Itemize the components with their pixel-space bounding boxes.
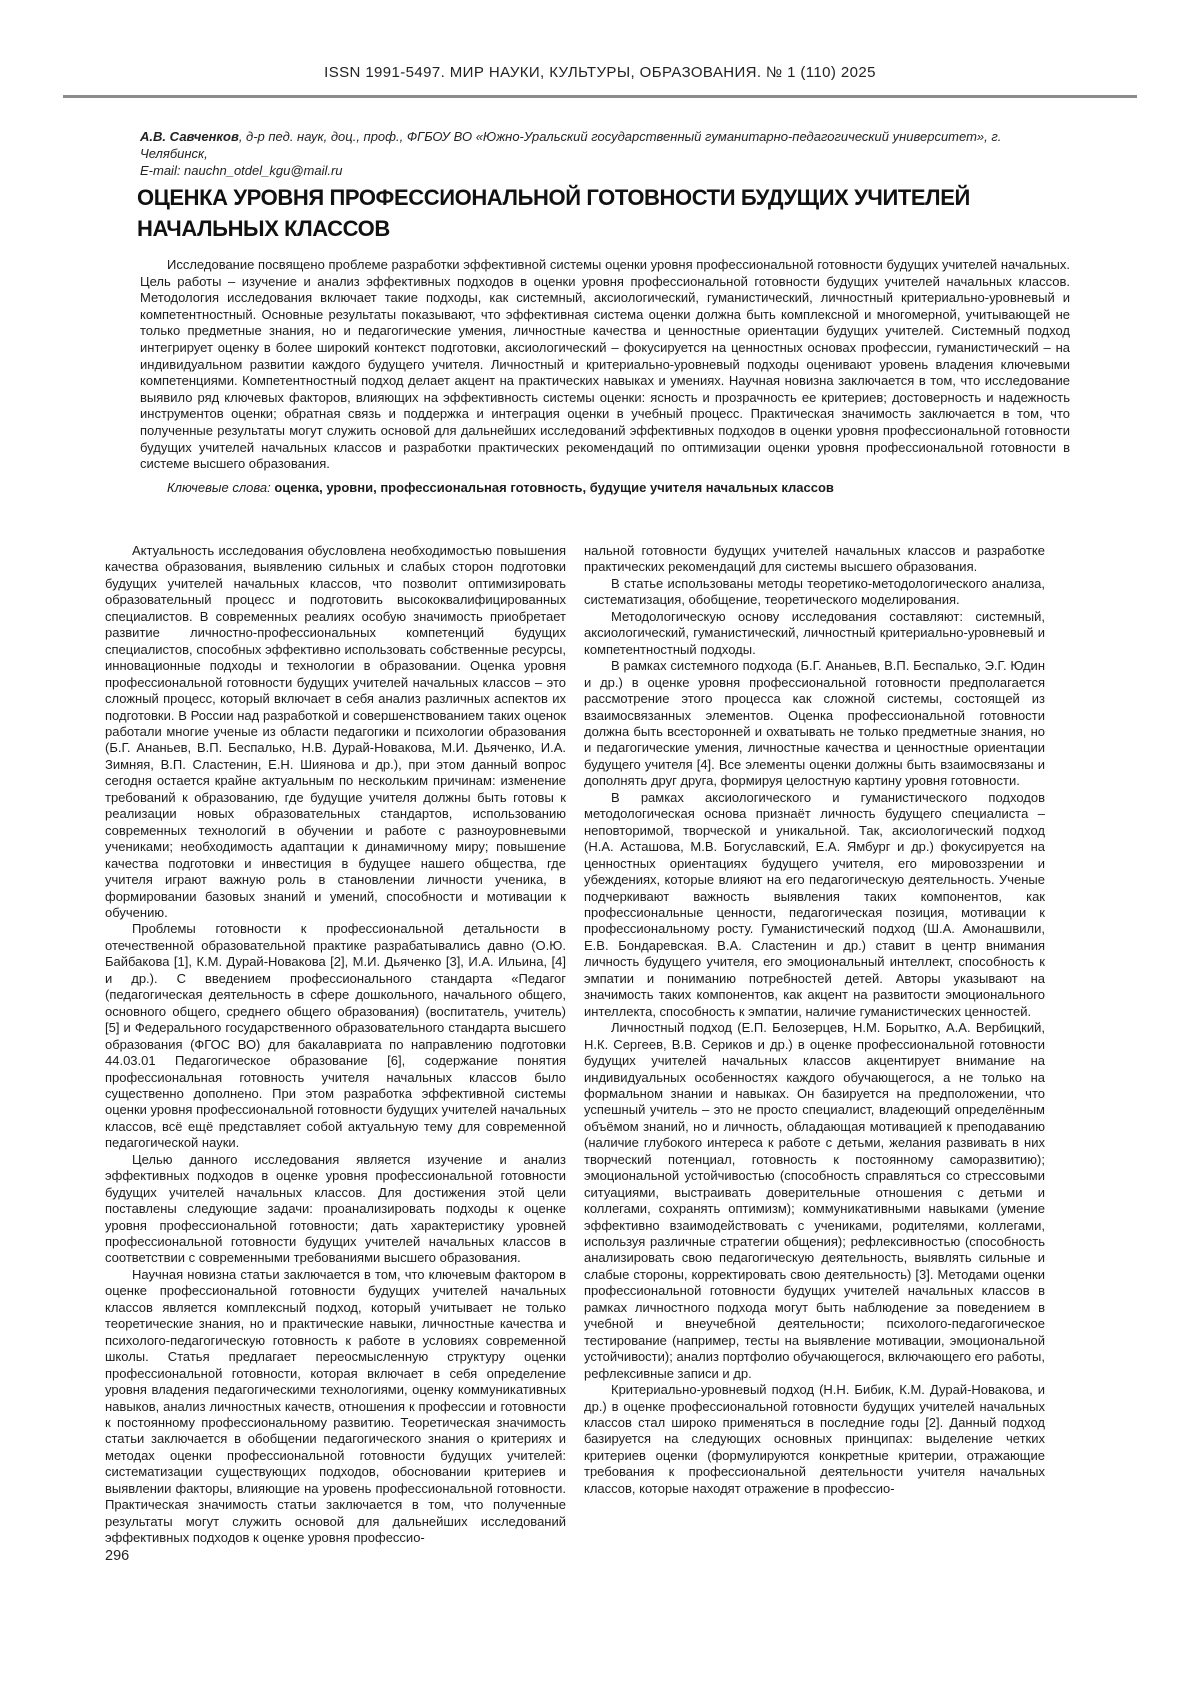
keywords-line: [140, 480, 1070, 497]
keywords-label: Ключевые слова:: [167, 480, 275, 495]
article-title: ОЦЕНКА УРОВНЯ ПРОФЕССИОНАЛЬНОЙ ГОТОВНОСТИ БУДУЩИХ УЧИТЕЛЕЙ НАЧАЛЬНЫХ КЛАССОВ: [137, 185, 970, 241]
paragraph-actuality: Актуальность исследования обусловлена необходимостью повышения качества образования, выявлению сильных и слабых сторон подготовки будущих учителей начальных классов, что позволит оптимизировать образовательный процесс и подготовить высококвалифицированных специалистов. В современных реалиях особую значимость приобретает развитие личностно-профессиональных компетенций будущих специалистов, способных эффективно использовать собственные ресурсы, инновационные подходы и технологии в образовании. Оценка уровня профессиональной готовности будущих учителей начальных классов – это сложный процесс, который включает в себя анализ различных аспектов их подготовки. В России над разработкой и совершенствованием таких оценок работали многие ученые из области педагогики и психологии образования (Б.Г. Ананьев, В.П. Беспалько, Н.В. Дурай-Новакова, М.И. Дьяченко, И.А. Зимняя, В.П. Сластенин, Е.Н. Шиянова и др.), при этом данный вопрос сегодня остается крайне актуальным по нескольким причинам: изменение требований к образованию, где будущие учителя должны быть готовы к реализации новых образовательных стандартов, использованию современных технологий в обучении и работе с разноуровневыми учениками; необходимость адаптации к динамичному миру; повышение качества подготовки и инвестиция в будущее нашего общества, где учителя играют важную роль в становлении личности ученика, в формировании базовых знаний и умений, способности и мотивации к обучению.: [105, 543, 566, 920]
author-affiliation: , д-р пед. наук, доц., проф., ФГБОУ ВО «Южно-Уральский государственный гуманитарно-педагогический университет», г. Челябинск,: [140, 129, 1002, 161]
header-divider: [63, 95, 1137, 98]
journal-issn-header: ISSN 1991-5497. МИР НАУКИ, КУЛЬТУРЫ, ОБРАЗОВАНИЯ. № 1 (110) 2025: [324, 64, 876, 81]
right-column: [584, 543, 1045, 1547]
paragraph-methodological-basis: Методологическую основу исследования составляют: системный, аксиологический, гуманистический, личностный критериально-уровневый и компетентностный подходы.: [584, 608, 1045, 657]
paragraph-novelty: Научная новизна статьи заключается в том, что ключевым фактором в оценке профессиональной готовности будущих учителей начальных классов является комплексный подход, который учитывает не только теоретические знания, но и практические навыки, личностные качества и психолого-педагогическую готовность к работе в условиях современной школы. Статья предлагает переосмысленную структуру оценки профессиональной готовности, которая включает в себя определение уровня владения педагогическими технологиями, оценку коммуникативных навыков, анализ личностных качеств, отношения к профессии и готовности к постоянному профессиональному развитию. Теоретическая значимость статьи заключается в обобщении педагогического знания о критериях и методах оценки профессиональной готовности будущих учителей: систематизации существующих подходов, обосновании критериев и выявлении факторы, влияющие на уровень профессиональной готовности. Практическая значимость статьи заключается в том, что полученные результаты могут служить основой для дальнейших исследований эффективных подходов к оценке уровня профессио-: [105, 1266, 566, 1546]
article-body: [105, 543, 1045, 1547]
author-name: А.В. Савченков: [140, 129, 239, 144]
left-column: [105, 543, 566, 1547]
author-block: [140, 128, 1070, 179]
paragraph-axiological-humanistic: В рамках аксиологического и гуманистического подходов методологическая основа признаёт личность будущего специалиста – неповторимой, творческой и уникальной. Так, аксиологический подход (Н.А. Асташова, М.В. Богуславский, Е.А. Ямбург и др.) фокусируется на ценностных ориентациях будущего учителя, его мировоззрении и убеждениях, которые влияют на его педагогическую деятельность. Ученые подчеркивают важность выявления таких компонентов, как профессиональные ценности, педагогическая позиция, мотивации к профессиональному росту. Гуманистический подход (Ш.А. Амонашвили, Е.В. Бондаревская. В.А. Сластенин и др.) ставит в центр внимания личность будущего учителя, его эмоциональный интеллект, способность к эмпатии и пониманию потребностей детей. Авторы указывают на значимость таких компонентов, как акцент на развитости эмоционального интеллекта, способность к эмпатии, наличие гуманистических ценностей.: [584, 789, 1045, 1019]
paragraph-methods: В статье использованы методы теоретико-методологического анализа, систематизация, обобщение, теоретического моделирования.: [584, 575, 1045, 608]
paragraph-goal: Целью данного исследования является изучение и анализ эффективных подходов в оценке уровня профессиональной готовности будущих учителей начальных классов. Для достижения этой цели поставлены следующие задачи: проанализировать подходы к оценке уровня профессиональной готовности; дать характеристику уровней профессиональной готовности будущих учителей начальных классов в соответствии с современными требованиями высшего образования.: [105, 1151, 566, 1266]
keywords-text: оценка, уровни, профессиональная готовность, будущие учителя начальных классов: [274, 480, 834, 495]
paragraph-novelty-continued: нальной готовности будущих учителей начальных классов и разработке практических рекомендаций для системы высшего образования.: [584, 543, 1045, 575]
paragraph-system-approach: В рамках системного подхода (Б.Г. Ананьев, В.П. Беспалько, Э.Г. Юдин и др.) в оценке уровня профессиональной готовности предполагается рассмотрение этого процесса как сложной системы, состоящей из взаимосвязанных элементов. Оценка профессиональной готовности должна быть всесторонней и охватывать не только предметные знания, но и педагогические умения, личностные качества и ценностные ориентации будущего учителя [4]. Все элементы оценки должны быть взаимосвязаны и дополнять друг друга, формируя целостную картину уровня готовности.: [584, 658, 1045, 789]
paragraph-criteria-level-approach: Критериально-уровневый подход (Н.Н. Бибик, К.М. Дурай-Новакова, и др.) в оценке профессиональной готовности будущих учителей начальных классов стал широко применяться в последние годы [2]. Данный подход базируется на следующих основных принципах: выделение четких критериев оценки (формулируются конкретные критерии, отражающие требования к профессиональной деятельности учителя начальных классов, которые находят отражение в профессио-: [584, 1382, 1045, 1496]
page-number: 296: [105, 1548, 130, 1564]
abstract-text: Исследование посвящено проблеме разработки эффективной системы оценки уровня профессиональной готовности будущих учителей начальных. Цель работы – изучение и анализ эффективных подходов в оценки уровня профессиональной готовности будущих учителей начальных классов. Методология исследования включает такие подходы, как системный, аксиологический, гуманистический, личностный критериально-уровневый и компетентностный. Основные результаты показывают, что эффективная система оценки должна быть комплексной и многомерной, учитывающей не только предметные знания, но и педагогические умения, личностные качества и ценностные ориентации будущих учителей. Системный подход интегрирует оценку в более широкий контекст подготовки, аксиологический – фокусируется на ценностных основах профессии, гуманистический – на индивидуальном развитии каждого будущего учителя. Личностный и критериально-уровневый подходы оценивают уровень владения ключевыми компетенциями. Компетентностный подход делает акцент на практических навыках и умениях. Научная новизна заключается в том, что исследование выявило ряд ключевых факторов, влияющих на эффективность системы оценки: ясность и прозрачность ее критериев; достоверность и надежность инструментов оценки; обратная связь и поддержка и интеграция оценки в учебный процесс. Практическая значимость заключается в том, что полученные результаты могут служить основой для дальнейших исследований эффективных подходов в оценки уровня профессиональной готовности будущих учителей начальных классов и разработки практических рекомендаций по оптимизации оценки уровня профессиональной готовности в системе высшего образования.: [140, 257, 1070, 472]
author-email[interactable]: E-mail: nauchn_otdel_kgu@mail.ru: [140, 163, 343, 178]
paragraph-problems: Проблемы готовности к профессиональной детальности в отечественной образовательной практике разрабатывались давно (О.Ю. Байбакова [1], К.М. Дурай-Новакова [2], М.И. Дьяченко [3], И.А. Ильина, [4] и др.). С введением профессионального стандарта «Педагог (педагогическая деятельность в сфере дошкольного, начального общего, основного общего, среднего общего образования) (воспитатель, учитель) [5] и Федерального государственного образовательного стандарта высшего образования (ФГОС ВО) для бакалавриата по направлению подготовки 44.03.01 Педагогическое образование [6], содержание понятия профессиональная готовность учителя начальных классов было существенно дополнено. При этом разработка эффективной системы оценки уровня профессиональной готовности будущих учителей начальных классов, всё ещё представляет собой актуальную тему для современной педагогической науки.: [105, 921, 566, 1151]
paragraph-personal-approach: Личностный подход (Е.П. Белозерцев, Н.М. Борытко, А.А. Вербицкий, Н.К. Сергеев, В.В. Сериков и др.) в оценке профессиональной готовности будущих учителей начальных классов акцентирует внимание на индивидуальных особенностях каждого обучающегося, а не только на формальном знании и навыках. Он базируется на предположении, что успешный учитель – это не просто специалист, владеющий определённым объёмом знаний, но и личность, обладающая мотивацией к преподаванию (наличие глубокого интереса к работе с детьми, желания развивать в них творческий потенциал, готовность к постоянному саморазвитию); эмоциональной устойчивостью (способность справляться со стрессовыми ситуациями, выстраивать доверительные отношения с детьми и коллегами, сохранять оптимизм); коммуникативными навыками (умение эффективно взаимодействовать с учениками, родителями, коллегами, используя различные стратегии общения); рефлексивностью (способность анализировать свою педагогическую деятельность, выявлять сильные и слабые стороны, корректировать свою деятельность) [3]. Методами оценки профессиональной готовности будущих учителей начальных классов в рамках личностного подхода могут быть наблюдение за поведением в учебной и внеучебной деятельности; психолого-педагогическое тестирование (например, тесты на выявление мотивации, эмоциональной устойчивости); анализ портфолио обучающегося, включающего его работы, рефлексивные записи и др.: [584, 1020, 1045, 1381]
